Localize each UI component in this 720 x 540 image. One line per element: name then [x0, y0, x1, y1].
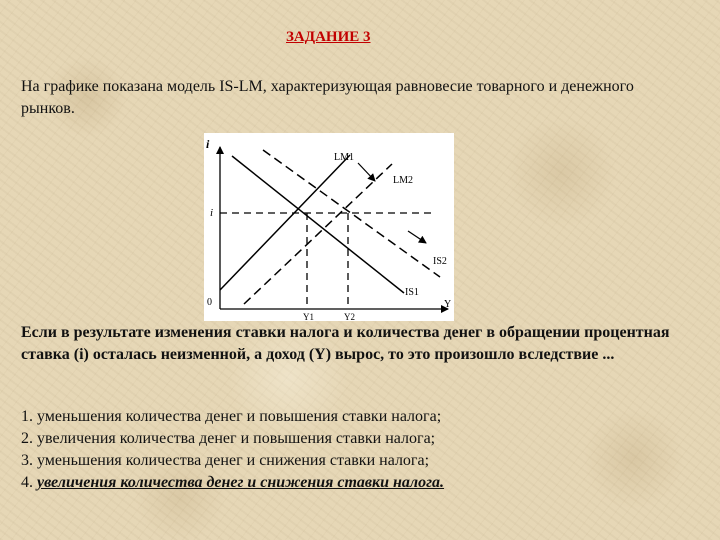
option-3-number: 3.: [21, 452, 33, 469]
i-level-label: i: [210, 207, 214, 219]
task-title: ЗАДАНИЕ 3: [286, 29, 371, 45]
option-2-text: увеличения количества денег и повышения ставки налога;: [37, 430, 436, 447]
answer-option-1[interactable]: [21, 406, 701, 428]
is-lm-graph-svg: [204, 133, 454, 321]
task-intro: На графике показана модель IS-LM, характеризующая равновесие товарного и денежного рынков.: [21, 78, 634, 117]
is2-label: IS2: [433, 256, 447, 267]
lm2-label: LM2: [393, 175, 413, 186]
answer-options: [21, 406, 701, 494]
is-lm-graph: [204, 133, 454, 321]
option-4-text: увеличения количества денег и снижения ставки налога.: [37, 474, 445, 491]
is1-label: IS1: [405, 287, 419, 298]
option-4-number: 4.: [21, 474, 33, 491]
y2-label: Y2: [344, 312, 355, 321]
lm-shift-arrow: [358, 163, 375, 181]
lm1-label: LM1: [334, 152, 354, 163]
origin-label: 0: [207, 297, 212, 308]
y1-label: Y1: [303, 312, 314, 321]
lm2-curve: [244, 164, 392, 304]
y-axis-label: i: [206, 137, 210, 151]
question-text: Если в результате изменения ставки налога и количества денег в обращении процентная ставка (i) осталась неизменной, а доход (Y) вырос, то это произошло вследствие ...: [21, 324, 670, 363]
x-axis-label: Y: [444, 299, 452, 310]
answer-option-4[interactable]: [21, 472, 701, 494]
answer-option-2[interactable]: [21, 428, 701, 450]
option-1-text: уменьшения количества денег и повышения ставки налога;: [37, 408, 442, 425]
is-shift-arrow: [408, 231, 426, 243]
answer-option-3[interactable]: [21, 450, 701, 472]
option-3-text: уменьшения количества денег и снижения ставки налога;: [37, 452, 430, 469]
option-1-number: 1.: [21, 408, 33, 425]
option-2-number: 2.: [21, 430, 33, 447]
